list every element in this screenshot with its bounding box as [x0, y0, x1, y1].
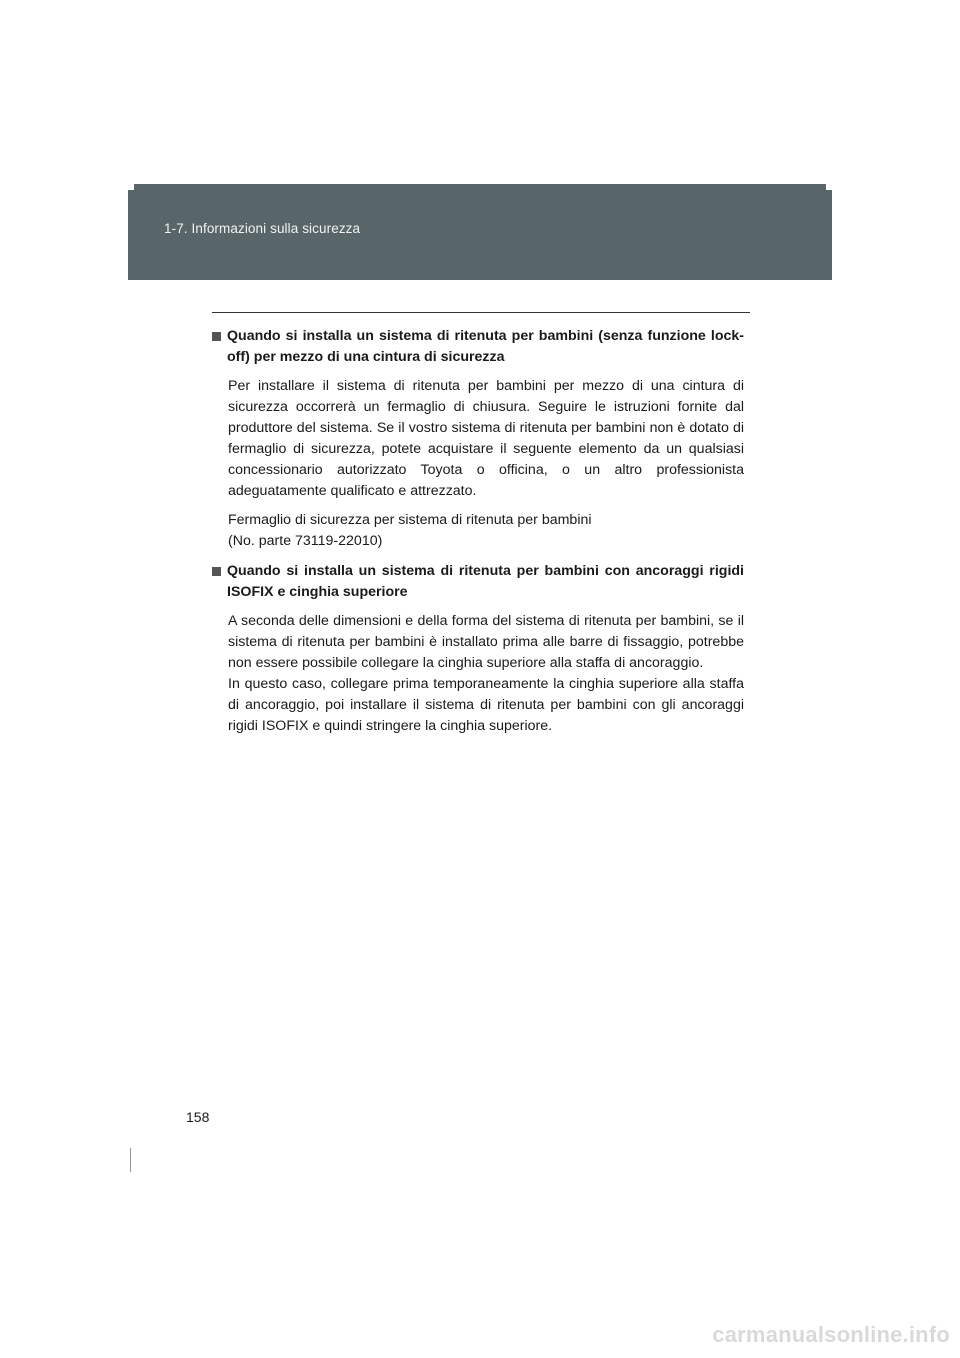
item-heading-text: Quando si installa un sistema di ritenuta per bambini con ancoraggi rigidi ISOFIX e cinghia superiore: [227, 563, 744, 600]
part-name: Fermaglio di sicurezza per sistema di ritenuta per bambini: [228, 512, 592, 528]
page-content: [212, 326, 744, 746]
section-header-band: [128, 184, 832, 280]
item-heading: [212, 326, 744, 368]
margin-mark: [130, 1148, 131, 1172]
square-bullet-icon: [212, 332, 221, 341]
item-heading: [212, 561, 744, 603]
header-corner-left: [128, 184, 134, 190]
item-paragraph: A seconda delle dimensioni e della forma del sistema di ritenuta per bambini, se il sistema di ritenuta per bambini è installato prima alle barre di fissaggio, potrebbe non essere possibile collegare la cinghia superiore alla staffa di ancoraggio.: [228, 613, 744, 671]
item-heading-text: Quando si installa un sistema di ritenuta per bambini (senza funzione lock-off) per mezzo di una cintura di sicurezza: [227, 328, 744, 365]
item-paragraph: Per installare il sistema di ritenuta per bambini per mezzo di una cintura di sicurezza occorrerà un fermaglio di chiusura. Seguire le istruzioni fornite dal produttore del sistema. Se il vostro sistema di ritenuta per bambini non è dotato di fermaglio di sicurezza, potete acquistare il seguente elemento da un qualsiasi concessionario autorizzato Toyota o officina, o un altro professionista adeguatamente qualificato e attrezzato.: [228, 378, 744, 499]
info-item-seatbelt-install: [212, 326, 744, 552]
info-item-isofix-install: [212, 561, 744, 737]
square-bullet-icon: [212, 567, 221, 576]
part-number: (No. parte 73119-22010): [228, 533, 383, 549]
site-watermark: carmanualsonline.info: [712, 1322, 950, 1347]
page-number: 158: [186, 1109, 210, 1125]
header-corner-right: [826, 184, 832, 190]
section-title: 1-7. Informazioni sulla sicurezza: [164, 221, 361, 236]
top-divider: [212, 312, 750, 313]
item-paragraph: In questo caso, collegare prima temporaneamente la cinghia superiore alla staffa di ancoraggio, poi installare il sistema di ritenuta per bambini con gli ancoraggi rigidi ISOFIX e quindi stringere la cinghia superiore.: [228, 676, 744, 734]
